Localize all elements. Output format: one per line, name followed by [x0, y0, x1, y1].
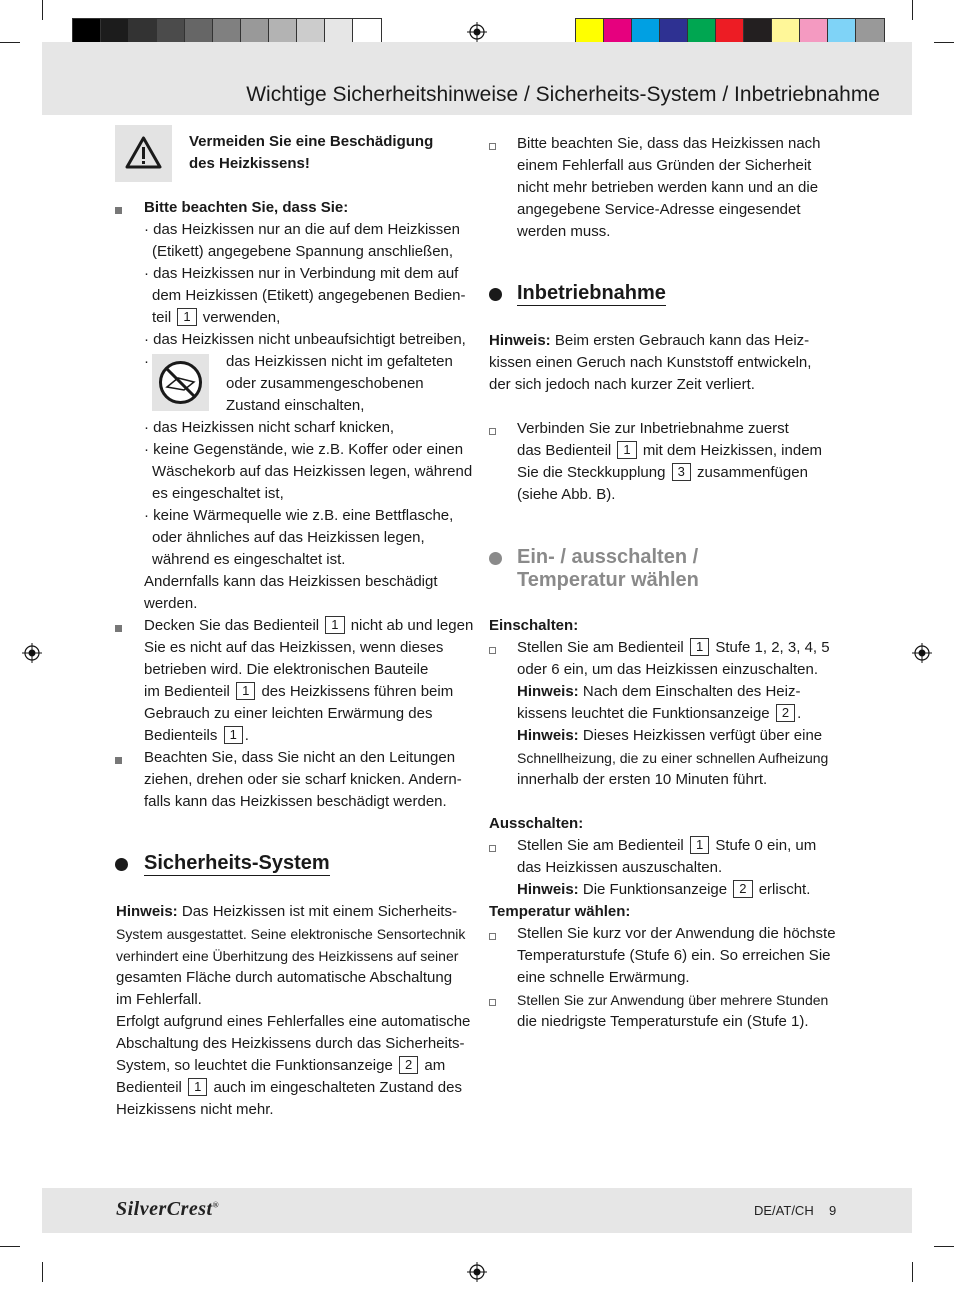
reference-number: 2	[399, 1056, 418, 1074]
paragraph-line: ziehen, drehen oder sie scharf knicken. Andern-	[144, 771, 462, 788]
region-label: DE/AT/CH	[754, 1203, 814, 1218]
paragraph-line: einem Fehlerfall aus Gründen der Sicherheit	[517, 157, 812, 174]
paragraph-line: Stellen Sie kurz vor der Anwendung die höchste	[517, 925, 836, 942]
bullet-square-icon	[115, 207, 122, 214]
section-heading: Inbetriebnahme	[517, 282, 666, 304]
reference-number: 1	[188, 1078, 207, 1096]
bullet-square-icon	[489, 143, 496, 150]
reference-number: 1	[177, 308, 196, 326]
paragraph-line: Stellen Sie zur Anwendung über mehrere Stunden	[517, 992, 829, 1008]
paragraph-line: Hinweis: Nach dem Einschalten des Heiz-	[517, 683, 801, 700]
paragraph-line: im Fehlerfall.	[116, 991, 202, 1008]
list-item: (Etikett) angegebene Spannung anschließen,	[152, 243, 454, 260]
list-item: teil 1 verwenden,	[152, 309, 281, 326]
paragraph-line: (siehe Abb. B).	[517, 486, 616, 503]
crop-mark	[42, 0, 43, 20]
paragraph-line: angegebene Service-Adresse eingesendet	[517, 201, 801, 218]
section-bullet-icon	[489, 288, 502, 301]
bullet-square-icon	[489, 845, 496, 852]
paragraph-line: nicht mehr betrieben werden kann und an die	[517, 179, 819, 196]
bullet-square-icon	[489, 999, 496, 1006]
list-item: Wäschekorb auf das Heizkissen legen, während	[152, 463, 473, 480]
list-item: · das Heizkissen nur an die auf dem Heizkissen	[144, 221, 460, 238]
paragraph-line: gesamten Fläche durch automatische Abschaltung	[116, 969, 453, 986]
paragraph-line: werden.	[144, 595, 198, 612]
list-item: oder zusammengeschobenen	[226, 375, 424, 392]
paragraph-line: kissen einen Geruch nach Kunststoff entwickeln,	[489, 354, 812, 371]
paragraph-line: im Bedienteil 1 des Heizkissens führen beim	[144, 683, 454, 700]
section-bullet-icon	[115, 858, 128, 871]
paragraph-line: der sich jedoch nach kurzer Zeit verliert.	[489, 376, 755, 393]
list-item: · das Heizkissen nicht scharf knicken,	[144, 419, 395, 436]
reference-number: 3	[672, 463, 691, 481]
subheading: Temperatur wählen:	[489, 903, 631, 920]
registration-mark-icon	[22, 643, 42, 663]
crop-mark	[0, 1246, 20, 1247]
crop-mark	[912, 0, 913, 20]
paragraph-line: Sie die Steckkupplung 3 zusammenfügen	[517, 464, 808, 481]
paragraph-line: Andernfalls kann das Heizkissen beschädigt	[144, 573, 438, 590]
reference-number: 1	[690, 836, 709, 854]
reference-number: 1	[325, 616, 344, 634]
paragraph-line: Heizkissens nicht mehr.	[116, 1101, 274, 1118]
section-bullet-icon	[489, 552, 502, 565]
registration-mark-icon	[467, 22, 487, 42]
paragraph-line: Beachten Sie, dass Sie nicht an den Leitungen	[144, 749, 456, 766]
paragraph-line: Temperaturstufe (Stufe 6) ein. So erreichen Sie	[517, 947, 831, 964]
paragraph-line: Decken Sie das Bedienteil 1 nicht ab und legen	[144, 617, 474, 634]
paragraph-line: Hinweis: Dieses Heizkissen verfügt über eine	[517, 727, 823, 744]
paragraph-line: werden muss.	[517, 223, 611, 240]
bullet-square-icon	[115, 757, 122, 764]
subheading: Einschalten:	[489, 617, 579, 634]
paragraph-line: betrieben wird. Die elektronischen Bauteile	[144, 661, 429, 678]
paragraph-line: Stellen Sie am Bedienteil 1 Stufe 1, 2, 3, 4, 5	[517, 639, 830, 656]
brand-logo: SilverCrest®	[116, 1198, 220, 1220]
reference-number: 2	[733, 880, 752, 898]
no-folding-icon	[152, 354, 209, 411]
warning-triangle-icon	[115, 125, 172, 182]
subheading: Ausschalten:	[489, 815, 584, 832]
paragraph-line: innerhalb der ersten 10 Minuten führt.	[517, 771, 768, 788]
paragraph-line: Bedienteil 1 auch im eingeschalteten Zustand des	[116, 1079, 462, 1096]
list-item: · das Heizkissen nicht unbeaufsichtigt betreiben,	[144, 331, 466, 348]
warning-text: des Heizkissens!	[189, 155, 310, 172]
registration-mark-icon	[912, 643, 932, 663]
section-heading: Temperatur wählen	[517, 569, 699, 591]
page-number: 9	[829, 1203, 837, 1218]
list-item: oder ähnliches auf das Heizkissen legen,	[152, 529, 425, 546]
paragraph-line: falls kann das Heizkissen beschädigt werden.	[144, 793, 447, 810]
paragraph-line: verhindert eine Überhitzung des Heizkissens auf seiner	[116, 948, 459, 964]
reference-number: 1	[690, 638, 709, 656]
section-heading: Ein- / ausschalten /	[517, 546, 699, 568]
paragraph-line: Stellen Sie am Bedienteil 1 Stufe 0 ein, um	[517, 837, 817, 854]
bullet-square-icon	[115, 625, 122, 632]
paragraph-line: Erfolgt aufgrund eines Fehlerfalles eine automatische	[116, 1013, 471, 1030]
warning-text: Vermeiden Sie eine Beschädigung	[189, 133, 434, 150]
reference-number: 1	[617, 441, 636, 459]
paragraph-line: das Heizkissen auszuschalten.	[517, 859, 723, 876]
paragraph-line: das Bedienteil 1 mit dem Heizkissen, indem	[517, 442, 823, 459]
paragraph-line: kissens leuchtet die Funktionsanzeige 2 .	[517, 705, 802, 722]
list-item: dem Heizkissen (Etikett) angegebenen Bedien-	[152, 287, 466, 304]
list-item: Zustand einschalten,	[226, 397, 365, 414]
crop-mark	[0, 42, 20, 43]
list-item: · keine Gegenstände, wie z.B. Koffer oder einen	[144, 441, 464, 458]
list-item: · das Heizkissen nur in Verbindung mit dem auf	[144, 265, 459, 282]
section-heading: Sicherheits-System	[144, 852, 330, 874]
paragraph-line: oder 6 ein, um das Heizkissen einzuschalten.	[517, 661, 818, 678]
list-item: es eingeschaltet ist,	[152, 485, 284, 502]
paragraph-line: Abschaltung des Heizkissens durch das Sicherheits-	[116, 1035, 465, 1052]
page-title: Wichtige Sicherheitshinweise / Sicherheits-System / Inbetriebnahme	[246, 83, 880, 106]
paragraph-line: Sie es nicht auf das Heizkissen, wenn dieses	[144, 639, 444, 656]
registration-mark-icon	[467, 1262, 487, 1282]
paragraph-line: Bedienteils 1 .	[144, 727, 249, 744]
paragraph-line: Hinweis: Beim ersten Gebrauch kann das Heiz-	[489, 332, 810, 349]
bullet-square-icon	[489, 428, 496, 435]
reference-number: 2	[776, 704, 795, 722]
crop-mark	[912, 1262, 913, 1282]
paragraph-line: die niedrigste Temperaturstufe ein (Stufe 1).	[517, 1013, 809, 1030]
list-item: · keine Wärmequelle wie z.B. eine Bettflasche,	[144, 507, 454, 524]
paragraph-line: Verbinden Sie zur Inbetriebnahme zuerst	[517, 420, 789, 437]
list-item: ·	[144, 353, 149, 370]
paragraph-line: System, so leuchtet die Funktionsanzeige 2 am	[116, 1057, 446, 1074]
crop-mark	[42, 1262, 43, 1282]
paragraph-line: eine schnelle Erwärmung.	[517, 969, 690, 986]
reference-number: 1	[224, 726, 243, 744]
crop-mark	[934, 1246, 954, 1247]
crop-mark	[934, 42, 954, 43]
paragraph-line: System ausgestattet. Seine elektronische Sensortechnik	[116, 926, 466, 942]
bullet-heading: Bitte beachten Sie, dass Sie:	[144, 199, 349, 216]
list-item: das Heizkissen nicht im gefalteten	[226, 353, 453, 370]
list-item: während es eingeschaltet ist.	[152, 551, 346, 568]
bullet-square-icon	[489, 933, 496, 940]
paragraph-line: Hinweis: Das Heizkissen ist mit einem Sicherheits-	[116, 903, 457, 920]
paragraph-line: Bitte beachten Sie, dass das Heizkissen nach	[517, 135, 821, 152]
paragraph-line: Hinweis: Die Funktionsanzeige 2 erlischt.	[517, 881, 811, 898]
paragraph-line: Gebrauch zu einer leichten Erwärmung des	[144, 705, 433, 722]
reference-number: 1	[236, 682, 255, 700]
paragraph-line: Schnellheizung, die zu einer schnellen Aufheizung	[517, 750, 829, 766]
bullet-square-icon	[489, 647, 496, 654]
